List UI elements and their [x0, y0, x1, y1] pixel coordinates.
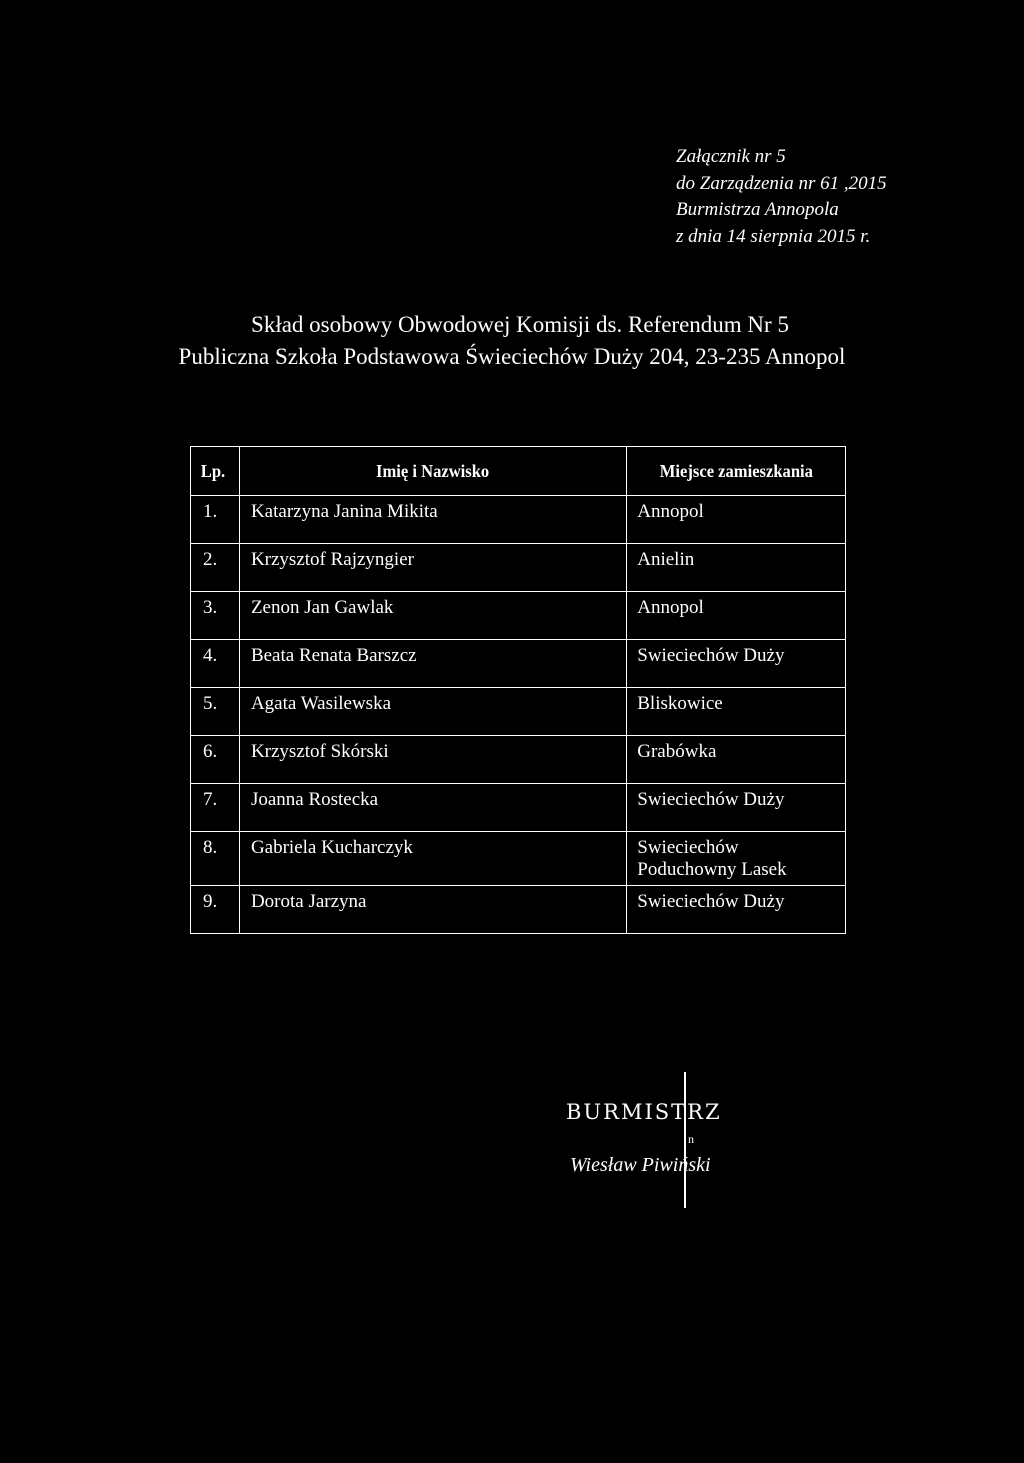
row-name: Agata Wasilewska [239, 688, 626, 736]
row-place: Swieciechów Duży [627, 886, 846, 934]
row-lp: 2. [191, 544, 240, 592]
row-lp: 7. [191, 784, 240, 832]
title-line-2: Publiczna Szkoła Podstawowa Świeciechów Duży 204, 23-235 Annopol [178, 344, 846, 369]
table-row [191, 736, 846, 784]
row-place: Swieciechów Duży [627, 640, 846, 688]
row-place: Anielin [627, 544, 846, 592]
table-header-row [191, 447, 846, 496]
row-lp: 5. [191, 688, 240, 736]
row-lp: 4. [191, 640, 240, 688]
row-lp: 1. [191, 496, 240, 544]
header-lp: Lp. [192, 447, 237, 496]
row-name: Gabriela Kucharczyk [239, 832, 626, 886]
row-place: Annopol [627, 496, 846, 544]
table-row [191, 640, 846, 688]
row-place: Bliskowice [627, 688, 846, 736]
row-place-line-2: Poduchowny Lasek [637, 859, 787, 880]
table-row [191, 886, 846, 934]
row-name: Joanna Rostecka [239, 784, 626, 832]
document-title [0, 309, 1024, 373]
attachment-note [676, 144, 887, 250]
signature-stroke [684, 1072, 686, 1208]
header-name: Imię i Nazwisko [255, 447, 611, 496]
header-place: Miejsce zamieszkania [636, 447, 837, 496]
row-name: Zenon Jan Gawlak [239, 592, 626, 640]
attachment-line-3: Burmistrza Annopola [676, 199, 839, 220]
attachment-line-2: do Zarządzenia nr 61 ,2015 [676, 172, 887, 194]
title-line-1: Skład osobowy Obwodowej Komisji ds. Referendum Nr 5 [251, 312, 789, 337]
row-place: Swieciechów Duży [627, 784, 846, 832]
signature-title: BURMISTRZ [566, 1100, 722, 1124]
table-row [191, 784, 846, 832]
table-row [191, 832, 846, 886]
row-place: Annopol [627, 592, 846, 640]
row-lp: 6. [191, 736, 240, 784]
row-place-multiline [627, 832, 846, 886]
table-row [191, 688, 846, 736]
table-row [191, 592, 846, 640]
row-lp: 9. [191, 886, 240, 934]
row-name: Katarzyna Janina Mikita [239, 496, 626, 544]
signature-name: Wiesław Piwiński [570, 1154, 711, 1176]
attachment-line-1: Załącznik nr 5 [676, 146, 786, 167]
attachment-line-4: z dnia 14 sierpnia 2015 r. [676, 225, 871, 247]
row-lp: 3. [191, 592, 240, 640]
row-lp: 8. [191, 832, 240, 886]
commission-members-table [190, 446, 846, 934]
row-name: Krzysztof Skórski [239, 736, 626, 784]
mayor-signature-stamp [560, 1070, 860, 1220]
row-name: Beata Renata Barszcz [239, 640, 626, 688]
table-row [191, 496, 846, 544]
row-place-line-1: Swieciechów [637, 837, 739, 858]
row-name: Dorota Jarzyna [239, 886, 626, 934]
signature-initial-mark: n [688, 1132, 694, 1146]
row-place: Grabówka [627, 736, 846, 784]
table-row [191, 544, 846, 592]
row-name: Krzysztof Rajzyngier [239, 544, 626, 592]
